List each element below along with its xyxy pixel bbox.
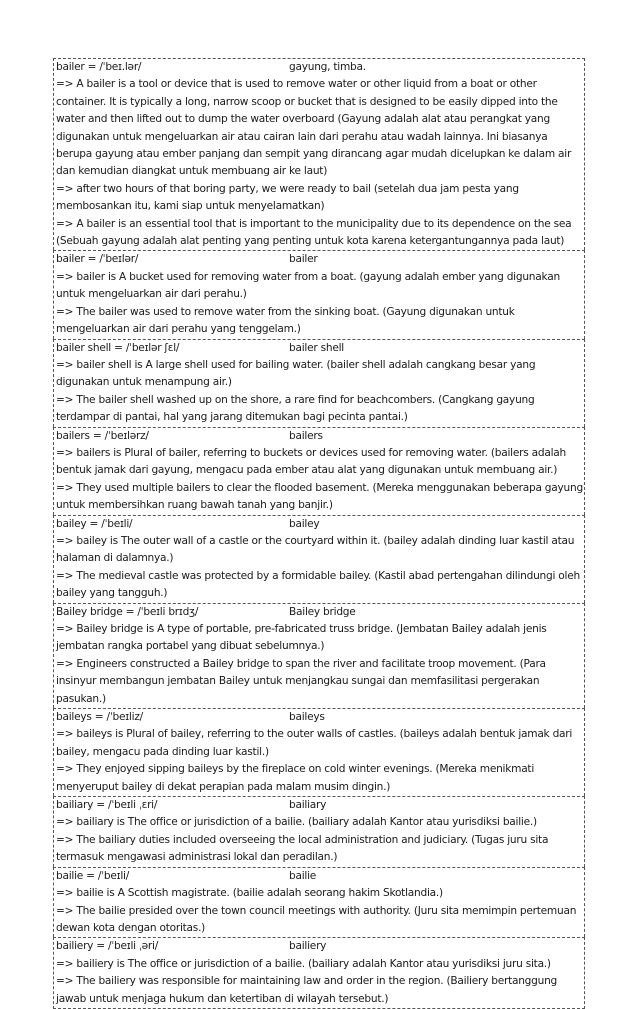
entry-header bbox=[56, 709, 583, 726]
dictionary-entry bbox=[53, 339, 585, 427]
headword-translation: Bailey bridge bbox=[289, 605, 356, 618]
headword-translation: bailiery bbox=[289, 940, 327, 953]
definition-line: => The bailiary duties included overseeing the local administration and judiciary. (Tugas juru sita termasuk mengawasi administrasi lokal dan peradilan.) bbox=[56, 833, 549, 864]
definition-line: => bailey is The outer wall of a castle or the courtyard within it. (bailey adalah dinding luar kastil atau halaman di dalamnya.) bbox=[56, 534, 575, 565]
dictionary-entry bbox=[53, 515, 585, 603]
entry-header bbox=[56, 251, 583, 268]
definition-line: => after two hours of that boring party, we were ready to bail (setelah dua jam pesta yang membosankan itu, kami siap untuk menyelamatkan) bbox=[56, 182, 519, 213]
dictionary-entry bbox=[53, 250, 585, 338]
entry-header bbox=[56, 868, 583, 885]
headword-pronunciation: bailey = /ˈbeɪli/ bbox=[56, 517, 133, 530]
definition-line: => The bailie presided over the town council meetings with authority. (Juru sita memimpin pertemuan dewan kota dengan otoritas.) bbox=[56, 904, 577, 934]
dictionary-entry bbox=[53, 58, 585, 250]
entry-header bbox=[56, 428, 583, 445]
entry-header bbox=[56, 797, 583, 814]
headword-pronunciation: bailer = /ˈbeɪ.lər/ bbox=[56, 61, 142, 73]
definition-line: => A bailer is a tool or device that is used to remove water or other liquid from a boat or other container. It is typically a long, narrow scoop or bucket that is designed to be easily dipped into the water and then lifted out to dump the water overboard (Gayung adalah alat atau perangkat yang digunakan untuk mengeluarkan air atau cairan lain dari perahu atau wadah lainnya. Ini biasanya berupa gayung atau ember panjang dan sempit yang dirancang agar mudah dicelupkan ke dalam air dan kemudian diangkat untuk membuang air ke laut) bbox=[56, 78, 572, 178]
definition-line: => bailiary is The office or jurisdiction of a bailie. (bailiary adalah Kantor atau yurisdiksi bailie.) bbox=[56, 816, 537, 829]
headword-pronunciation: bailiary = /ˈbeɪli ˌɛri/ bbox=[56, 799, 158, 812]
definition-line: => The bailer was used to remove water from the sinking boat. (Gayung digunakan untuk mengeluarkan air dari perahu yang tenggelam.) bbox=[56, 305, 515, 336]
headword-translation: baileys bbox=[289, 711, 325, 724]
entry-header bbox=[56, 604, 583, 621]
headword-pronunciation: Bailey bridge = /ˈbeɪli brɪdʒ/ bbox=[56, 605, 199, 618]
dictionary-entry bbox=[53, 708, 585, 796]
headword-pronunciation: bailie = /ˈbeɪli/ bbox=[56, 869, 130, 882]
definition-line: => bailer shell is A large shell used for bailing water. (bailer shell adalah cangkang besar yang digunakan untuk menampung air.) bbox=[56, 358, 536, 389]
definition-line: => bailers is Plural of bailer, referring to buckets or devices used for removing water. (bailers adalah bentuk jamak dari gayung, mengacu pada ember atau alat yang digunakan untuk membuang air.) bbox=[56, 446, 566, 477]
entry-header bbox=[56, 516, 583, 533]
definition-line: => bailer is A bucket used for removing water from a boat. (gayung adalah ember yang digunakan untuk mengeluarkan air dari perahu.) bbox=[56, 270, 560, 301]
definition-line: => The medieval castle was protected by a formidable bailey. (Kastil abad pertengahan dilindungi oleh bailey yang tangguh.) bbox=[56, 569, 580, 600]
dictionary-entry bbox=[53, 427, 585, 515]
dictionary-entry bbox=[53, 867, 585, 938]
definition-line: => The bailer shell washed up on the shore, a rare find for beachcombers. (Cangkang gayung terdampar di pantai, hal yang jarang ditemukan bagi pecinta pantai.) bbox=[56, 393, 535, 424]
dictionary-entry bbox=[53, 603, 585, 708]
definition-line: => Bailey bridge is A type of portable, pre-fabricated truss bridge. (Jembatan Bailey adalah jenis jembatan rangka portabel yang dibuat sebelumnya.) bbox=[56, 623, 547, 653]
headword-translation: bailer shell bbox=[289, 341, 344, 354]
definition-line: => baileys is Plural of bailey, referring to the outer walls of castles. (baileys adalah bentuk jamak dari bailey, mengacu pada dinding luar kastil.) bbox=[56, 728, 573, 758]
headword-pronunciation: bailers = /ˈbeɪlərz/ bbox=[56, 429, 149, 442]
entry-header bbox=[56, 340, 583, 357]
headword-translation: gayung, timba. bbox=[289, 61, 366, 73]
headword-pronunciation: bailiery = /ˈbeɪli ˌəri/ bbox=[56, 940, 159, 953]
headword-translation: bailers bbox=[289, 429, 323, 442]
dictionary-page bbox=[53, 58, 585, 1009]
headword-pronunciation: bailer = /ˈbeɪlər/ bbox=[56, 253, 139, 266]
dictionary-entry bbox=[53, 937, 585, 1009]
headword-translation: bailie bbox=[289, 869, 317, 882]
definition-line: => bailiery is The office or jurisdiction of a bailie. (bailiary adalah Kantor atau yurisdiksi juru sita.) bbox=[56, 957, 551, 970]
headword-pronunciation: baileys = /ˈbeɪliz/ bbox=[56, 711, 143, 724]
dictionary-entry bbox=[53, 796, 585, 867]
definition-line: => A bailer is an essential tool that is important to the municipality due to its dependence on the sea (Sebuah gayung adalah alat penting yang penting untuk kota karena ketergantungannya pada laut) bbox=[56, 217, 572, 248]
headword-translation: bailer bbox=[289, 253, 318, 266]
definition-line: => They enjoyed sipping baileys by the fireplace on cold winter evenings. (Mereka menikmati menyeruput bailey di dekat perapian pada malam musim dingin.) bbox=[56, 763, 535, 793]
definition-line: => The bailiery was responsible for maintaining law and order in the region. (Bailiery bertanggung jawab untuk menjaga hukum dan ketertiban di wilayah tersebut.) bbox=[56, 975, 558, 1005]
entry-header bbox=[56, 59, 583, 76]
definition-line: => Engineers constructed a Bailey bridge to span the river and facilitate troop movement. (Para insinyur membangun jembatan Bailey untuk menjangkau sungai dan memfasilitasi pergerakan pasukan.) bbox=[56, 657, 546, 705]
entry-header bbox=[56, 938, 583, 955]
definition-line: => bailie is A Scottish magistrate. (bailie adalah seorang hakim Skotlandia.) bbox=[56, 887, 443, 900]
definition-line: => They used multiple bailers to clear the flooded basement. (Mereka menggunakan beberapa gayung untuk membersihkan ruang bawah tanah yang banjir.) bbox=[56, 481, 583, 512]
headword-pronunciation: bailer shell = /ˈbeɪlər ʃɛl/ bbox=[56, 341, 180, 354]
headword-translation: bailey bbox=[289, 517, 320, 530]
headword-translation: bailiary bbox=[289, 799, 327, 812]
